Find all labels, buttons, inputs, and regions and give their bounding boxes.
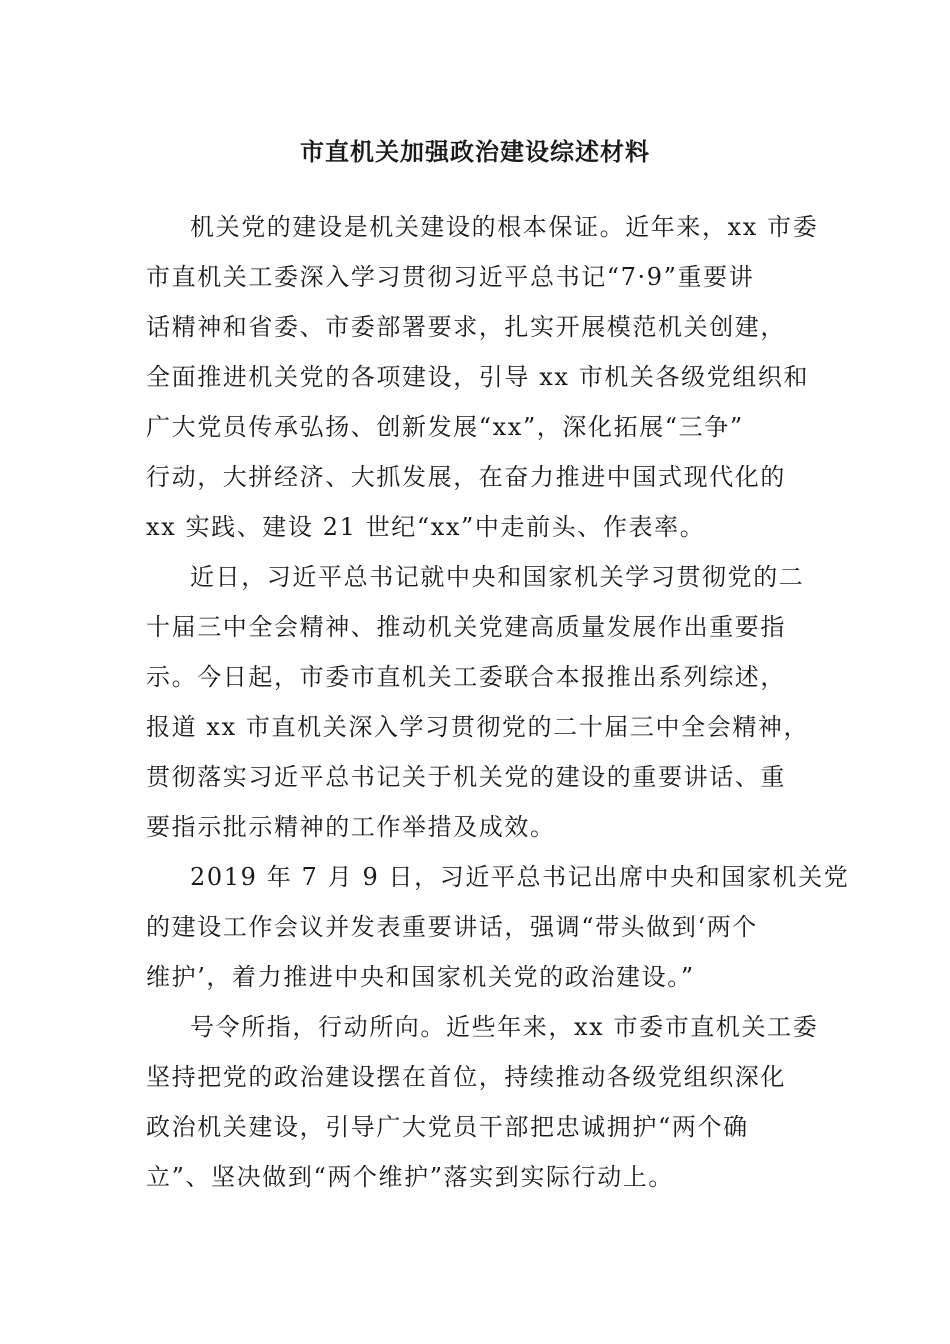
paragraph-1-line-2: 市直机关工委深入学习贯彻习近平总书记“7·9”重要讲 [146,263,755,291]
paragraph-1-line-5: 广大党员传承弘扬、创新发展“xx”，深化拓展“三争” [146,413,744,441]
paragraph-2-line-1: 近日，习近平总书记就中央和国家机关学习贯彻党的二 [190,563,805,591]
paragraph-2-line-4: 报道 xx 市直机关深入学习贯彻党的二十届三中全会精神， [146,713,810,741]
paragraph-2-line-2: 十届三中全会精神、推动机关党建高质量发展作出重要指 [146,613,786,641]
paragraph-4-line-1: 号令所指，行动所向。近些年来，xx 市委市直机关工委 [190,1013,819,1041]
paragraph-1-line-6: 行动，大拼经济、大抓发展，在奋力推进中国式现代化的 [146,463,786,491]
paragraph-4-line-3: 政治机关建设，引导广大党员干部把忠诚拥护“两个确 [146,1113,749,1141]
paragraph-4-line-4: 立”、坚决做到“两个维护”落实到实际行动上。 [146,1163,675,1191]
paragraph-1-line-3: 话精神和省委、市委部署要求，扎实开展模范机关创建， [146,313,786,341]
paragraph-3-line-1: 2019 年 7 月 9 日，习近平总书记出席中央和国家机关党 [190,863,850,891]
paragraph-3-line-3: 维护’，着力推进中央和国家机关党的政治建设。” [146,963,695,991]
paragraph-4-line-2: 坚持把党的政治建设摆在首位，持续推动各级党组织深化 [146,1063,786,1091]
document-title: 市直机关加强政治建设综述材料 [300,137,650,166]
paragraph-2-line-6: 要指示批示精神的工作举措及成效。 [146,813,556,841]
paragraph-2-line-5: 贯彻落实习近平总书记关于机关党的建设的重要讲话、重 [146,763,786,791]
paragraph-1-line-4: 全面推进机关党的各项建设，引导 xx 市机关各级党组织和 [146,363,810,391]
paragraph-1-line-7: xx 实践、建设 21 世纪“xx”中走前头、作表率。 [146,513,706,541]
paragraph-1-line-1: 机关党的建设是机关建设的根本保证。近年来，xx 市委 [190,213,819,241]
paragraph-2-line-3: 示。今日起，市委市直机关工委联合本报推出系列综述， [146,663,786,691]
paragraph-3-line-2: 的建设工作会议并发表重要讲话，强调“带头做到‘两个 [146,913,758,941]
